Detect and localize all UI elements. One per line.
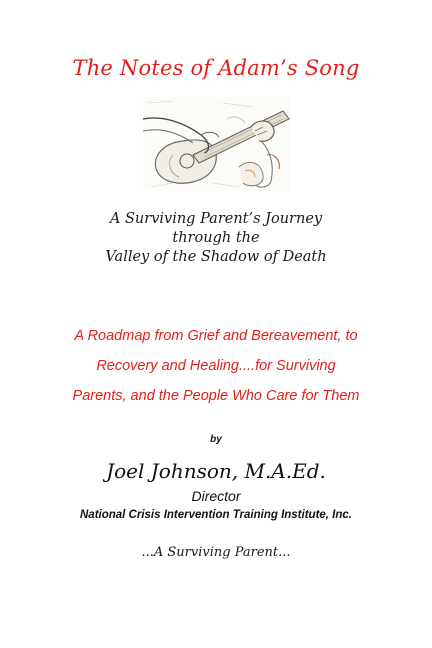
organization-name: National Crisis Intervention Training Institute, Inc. bbox=[80, 509, 352, 521]
by-label: by bbox=[210, 434, 222, 445]
author-role: Director bbox=[191, 488, 241, 504]
roadmap-line: A Roadmap from Grief and Bereavement, to bbox=[74, 328, 358, 344]
guitar-sketch-icon bbox=[143, 97, 290, 191]
roadmap-line: Parents, and the People Who Care for Them bbox=[72, 388, 360, 404]
roadmap-description bbox=[0, 321, 432, 411]
book-title: The Notes of Adam’s Song bbox=[72, 56, 360, 80]
roadmap-line: Recovery and Healing....for Surviving bbox=[96, 358, 336, 374]
subtitle bbox=[0, 210, 432, 267]
subtitle-line: through the bbox=[172, 230, 260, 246]
subtitle-line: Valley of the Shadow of Death bbox=[105, 249, 327, 265]
author-name: Joel Johnson, M.A.Ed. bbox=[106, 459, 326, 483]
subtitle-line: A Surviving Parent’s Journey bbox=[109, 211, 323, 227]
tagline: ...A Surviving Parent... bbox=[141, 545, 291, 560]
